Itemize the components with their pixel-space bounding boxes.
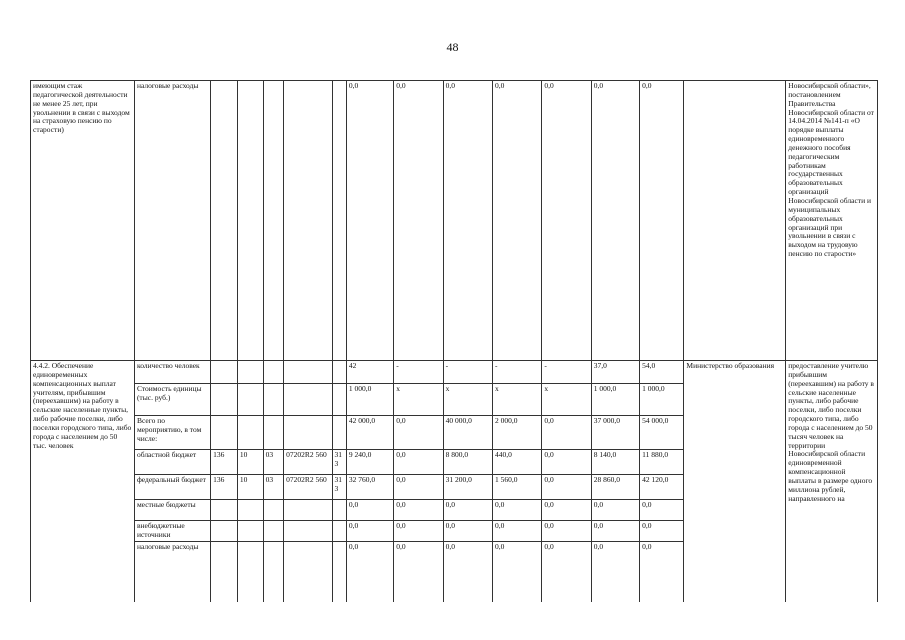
pr-cell	[263, 521, 284, 542]
value-cell: -	[443, 361, 492, 384]
value-cell: 0,0	[443, 521, 492, 542]
csr-cell	[284, 500, 332, 521]
rz-cell	[237, 521, 263, 542]
rz-cell	[237, 81, 263, 361]
rz-cell	[237, 416, 263, 450]
value-cell: 31 200,0	[443, 475, 492, 500]
value-total-cell: 32 760,0	[346, 475, 393, 500]
pr-cell: 03	[263, 450, 284, 475]
value-cell: 1 000,0	[591, 384, 639, 416]
indicator-cell: количество человек	[134, 361, 210, 384]
vr-cell: 31 3	[332, 475, 346, 500]
pr-cell	[263, 416, 284, 450]
indicator-cell: Всего по мероприятию, в том числе:	[134, 416, 210, 450]
value-cell: -	[394, 361, 443, 384]
value-total-cell: 42	[346, 361, 393, 384]
measure-name-cell: имеющим стаж педагогической деятельности не менее 25 лет, при увольнении в связи с выходом на страховую пенсию по старости)	[31, 81, 135, 361]
value-total-cell: 0,0	[346, 542, 393, 603]
grbs-cell: 136	[211, 450, 238, 475]
csr-cell	[284, 361, 332, 384]
value-cell: 0,0	[542, 521, 591, 542]
executor-cell: Министерство образования	[684, 361, 786, 603]
vr-cell	[332, 384, 346, 416]
executor-cell	[684, 81, 786, 361]
value-cell: 0,0	[640, 500, 684, 521]
value-cell: -	[493, 361, 542, 384]
value-cell: 0,0	[394, 521, 443, 542]
indicator-cell: федеральный бюджет	[134, 475, 210, 500]
value-cell: 42 120,0	[640, 475, 684, 500]
pr-cell: 03	[263, 475, 284, 500]
csr-cell	[284, 81, 332, 361]
rz-cell	[237, 361, 263, 384]
csr-cell: 07202R2 560	[284, 450, 332, 475]
value-cell: 0,0	[493, 81, 542, 361]
vr-cell	[332, 361, 346, 384]
value-cell: 0,0	[443, 542, 492, 603]
indicator-cell: налоговые расходы	[134, 542, 210, 603]
value-cell: 0,0	[640, 521, 684, 542]
value-cell: 8 800,0	[443, 450, 492, 475]
grbs-cell	[211, 81, 238, 361]
value-cell: 0,0	[640, 81, 684, 361]
value-cell: 2 000,0	[493, 416, 542, 450]
grbs-cell	[211, 500, 238, 521]
value-cell: 440,0	[493, 450, 542, 475]
value-cell: 1 560,0	[493, 475, 542, 500]
program-measures-table	[30, 80, 878, 602]
grbs-cell	[211, 416, 238, 450]
vr-cell: 31 3	[332, 450, 346, 475]
value-cell: x	[394, 384, 443, 416]
indicator-cell: налоговые расходы	[134, 81, 210, 361]
value-total-cell: 0,0	[346, 81, 393, 361]
value-cell: 0,0	[443, 81, 492, 361]
value-cell: 37,0	[591, 361, 639, 384]
table-row	[31, 361, 878, 384]
value-total-cell: 42 000,0	[346, 416, 393, 450]
value-cell: x	[493, 384, 542, 416]
csr-cell: 07202R2 560	[284, 475, 332, 500]
value-cell: 0,0	[640, 542, 684, 603]
rz-cell: 10	[237, 450, 263, 475]
grbs-cell	[211, 521, 238, 542]
value-cell: 0,0	[542, 81, 591, 361]
value-cell: 0,0	[493, 500, 542, 521]
value-cell: 11 880,0	[640, 450, 684, 475]
indicator-cell: местные бюджеты	[134, 500, 210, 521]
value-total-cell: 1 000,0	[346, 384, 393, 416]
value-cell: 0,0	[394, 500, 443, 521]
value-cell: -	[542, 361, 591, 384]
value-cell: 0,0	[591, 81, 639, 361]
table-row	[31, 81, 878, 361]
value-cell: 0,0	[443, 500, 492, 521]
grbs-cell	[211, 361, 238, 384]
value-cell: 0,0	[493, 521, 542, 542]
measure-name-cell: 4.4.2. Обеспечение единовременных компенсационных выплат учителям, прибывшим (переехавшим) на работу в сельские населенные пункты, либо рабочие поселки, либо поселки городского типа, либо города с населением до 50 тыс. человек	[31, 361, 135, 603]
rz-cell	[237, 542, 263, 603]
value-cell: 0,0	[542, 450, 591, 475]
value-cell: 0,0	[394, 450, 443, 475]
pr-cell	[263, 542, 284, 603]
value-total-cell: 9 240,0	[346, 450, 393, 475]
value-cell: 0,0	[542, 475, 591, 500]
value-cell: 0,0	[394, 81, 443, 361]
indicator-cell: Стоимость единицы (тыс. руб.)	[134, 384, 210, 416]
grbs-cell	[211, 384, 238, 416]
rz-cell	[237, 384, 263, 416]
value-cell: 1 000,0	[640, 384, 684, 416]
basis-cell: предоставление учителю прибывшим (переехавшим) на работу в сельские населенные пункты, либо рабочие поселки, либо поселки городского типа, либо города с населением до 50 тысяч человек на территории Новосибирской области единовременной компенсационной выплаты в размере одного миллиона рублей, направленного на	[786, 361, 878, 603]
value-cell: 0,0	[542, 416, 591, 450]
pr-cell	[263, 81, 284, 361]
value-cell: 28 860,0	[591, 475, 639, 500]
vr-cell	[332, 521, 346, 542]
vr-cell	[332, 416, 346, 450]
value-cell: 0,0	[591, 521, 639, 542]
vr-cell	[332, 542, 346, 603]
value-cell: 8 140,0	[591, 450, 639, 475]
indicator-cell: внебюджетные источники	[134, 521, 210, 542]
indicator-cell: областной бюджет	[134, 450, 210, 475]
value-cell: 0,0	[591, 500, 639, 521]
rz-cell	[237, 500, 263, 521]
value-cell: x	[542, 384, 591, 416]
csr-cell	[284, 542, 332, 603]
value-cell: 54 000,0	[640, 416, 684, 450]
value-cell: 0,0	[394, 542, 443, 603]
csr-cell	[284, 384, 332, 416]
pr-cell	[263, 361, 284, 384]
csr-cell	[284, 416, 332, 450]
page-number: 48	[446, 40, 459, 54]
vr-cell	[332, 500, 346, 521]
value-cell: x	[443, 384, 492, 416]
value-cell: 0,0	[493, 542, 542, 603]
vr-cell	[332, 81, 346, 361]
basis-cell: Новосибирской области», постановлением Правительства Новосибирской области от 14.04.2014 №141-п «О порядке выплаты единовременного денежного пособия педагогическим работникам государственных образовательных организаций Новосибирской области и муниципальных образовательных организаций при увольнении в связи с выходом на трудовую пенсию по старости»	[786, 81, 878, 361]
grbs-cell	[211, 542, 238, 603]
value-cell: 54,0	[640, 361, 684, 384]
value-cell: 0,0	[542, 542, 591, 603]
pr-cell	[263, 500, 284, 521]
rz-cell: 10	[237, 475, 263, 500]
grbs-cell: 136	[211, 475, 238, 500]
value-cell: 0,0	[542, 500, 591, 521]
csr-cell	[284, 521, 332, 542]
value-cell: 37 000,0	[591, 416, 639, 450]
value-cell: 0,0	[394, 475, 443, 500]
value-cell: 40 000,0	[443, 416, 492, 450]
pr-cell	[263, 384, 284, 416]
value-cell: 0,0	[394, 416, 443, 450]
value-cell: 0,0	[591, 542, 639, 603]
value-total-cell: 0,0	[346, 521, 393, 542]
value-total-cell: 0,0	[346, 500, 393, 521]
